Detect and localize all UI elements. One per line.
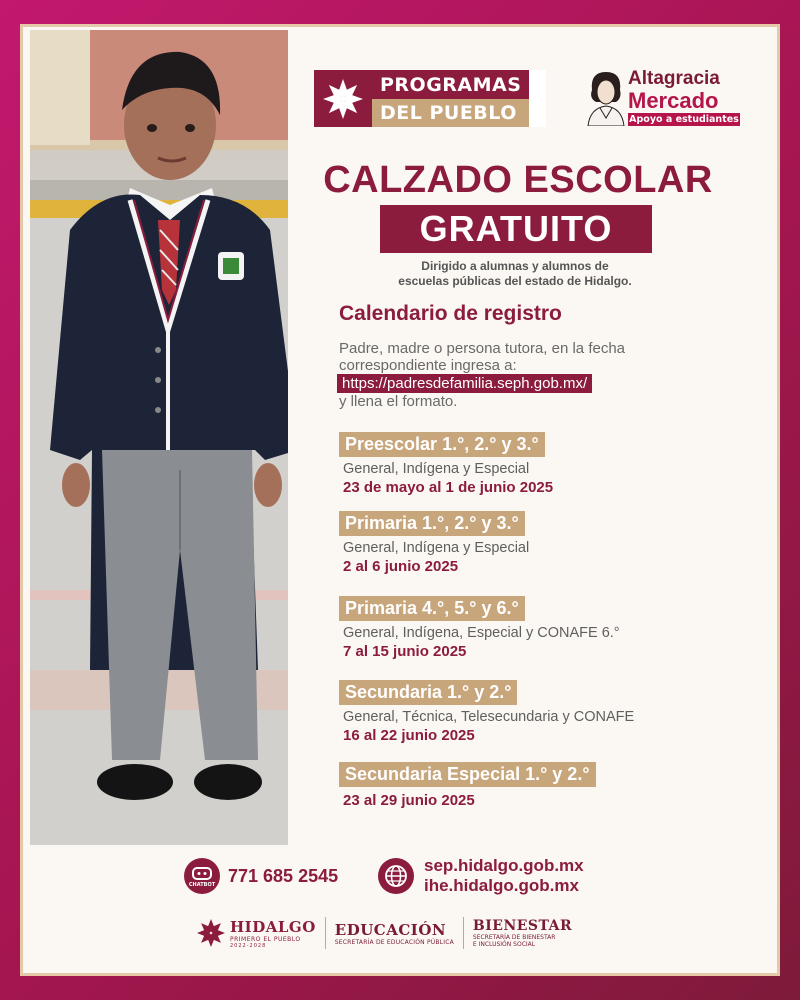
level-dates: 7 al 15 junio 2025	[343, 643, 467, 660]
woman-portrait-icon	[584, 68, 626, 126]
educacion-tag: SECRETARÍA DE EDUCACIÓN PÚBLICA	[334, 938, 454, 946]
bienestar-name: BIENESTAR	[472, 918, 573, 934]
star-flower-icon	[314, 70, 372, 127]
level-preescolar	[339, 432, 553, 497]
programas-text: PROGRAMAS	[372, 70, 529, 99]
level-title: Primaria 4.°, 5.° y 6.°	[339, 596, 525, 621]
level-desc: General, Indígena y Especial	[343, 461, 530, 477]
chatbot-label: CHATBOT	[188, 882, 216, 888]
contact-web	[378, 856, 584, 896]
subtitle-line-2: escuelas públicas del estado de Hidalgo.	[398, 274, 632, 288]
globe-icon	[378, 858, 414, 894]
subtitle	[370, 259, 660, 289]
del-pueblo-text: DEL PUEBLO	[372, 99, 529, 127]
level-primaria-1-3	[339, 511, 529, 576]
footer-divider	[463, 917, 464, 949]
website-link-ihe[interactable]: ihe.hidalgo.gob.mx	[424, 876, 579, 895]
level-dates: 16 al 22 junio 2025	[343, 727, 475, 744]
programas-del-pueblo-logo	[314, 70, 546, 127]
level-title: Secundaria 1.° y 2.°	[339, 680, 517, 705]
level-desc: General, Técnica, Telesecundaria y CONAFE	[343, 709, 635, 725]
hidalgo-name: HIDALGO	[230, 917, 316, 936]
contact-phone	[184, 857, 338, 895]
phone-number[interactable]: 771 685 2545	[228, 865, 339, 886]
level-primaria-4-6	[339, 596, 620, 661]
footer-divider	[325, 917, 326, 949]
calendar-intro	[339, 340, 739, 410]
level-desc: General, Indígena y Especial	[343, 540, 530, 556]
mercado-text: Mercado	[628, 88, 719, 113]
hidalgo-years: 2022-2028	[230, 942, 267, 949]
educacion-name: EDUCACIÓN	[334, 920, 447, 939]
intro-line-2: correspondiente ingresa a:	[339, 357, 517, 374]
footer-logos	[196, 913, 572, 953]
level-secundaria-especial	[339, 762, 596, 810]
level-desc: General, Indígena, Especial y CONAFE 6.°	[343, 625, 620, 641]
level-title: Secundaria Especial 1.° y 2.°	[339, 762, 596, 787]
level-title: Preescolar 1.°, 2.° y 3.°	[339, 432, 545, 457]
bienestar-tag-1: SECRETARÍA DE BIENESTAR	[472, 934, 556, 941]
title-calzado-escolar: CALZADO ESCOLAR	[323, 159, 713, 201]
level-dates: 2 al 6 junio 2025	[343, 558, 459, 575]
level-dates: 23 de mayo al 1 de junio 2025	[343, 479, 554, 496]
altagracia-text: Altagracia	[628, 68, 720, 89]
hidalgo-flower-icon	[196, 918, 226, 948]
calendar-heading: Calendario de registro	[339, 302, 562, 325]
hidalgo-tag: PRIMERO EL PUEBLO	[230, 935, 301, 943]
altagracia-mercado-logo	[584, 68, 754, 130]
title-gratuito: GRATUITO	[380, 205, 652, 253]
level-secundaria	[339, 680, 634, 745]
intro-line-1: Padre, madre o persona tutora, en la fecha	[339, 340, 626, 357]
student-photo	[30, 30, 288, 845]
educacion-logo	[335, 921, 454, 946]
bienestar-tag-2: E INCLUSIÓN SOCIAL	[472, 941, 536, 948]
hidalgo-logo	[196, 918, 316, 949]
subtitle-line-1: Dirigido a alumnas y alumnos de	[421, 259, 609, 273]
apoyo-tagline: Apoyo a estudiantes	[629, 114, 739, 125]
chatbot-icon	[184, 858, 220, 894]
bienestar-logo	[473, 918, 572, 948]
intro-line-3: y llena el formato.	[339, 393, 458, 410]
level-title: Primaria 1.°, 2.° y 3.°	[339, 511, 525, 536]
registration-url-link[interactable]: https://padresdefamilia.seph.gob.mx/	[337, 374, 592, 393]
level-dates: 23 al 29 junio 2025	[343, 792, 475, 809]
website-link-sep[interactable]: sep.hidalgo.gob.mx	[424, 856, 584, 875]
